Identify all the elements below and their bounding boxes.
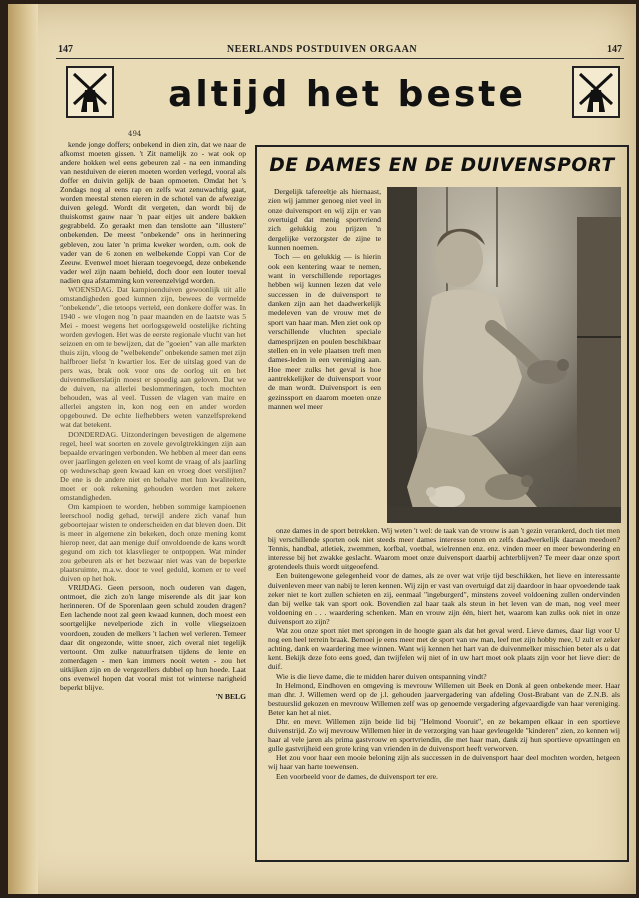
body-paragraph: Dhr. en mevr. Willemen zijn beide lid bij "Helmond Vooruit", en ze bekampen elkaar in een sportieve duivenstrijd. Zo wij mevrouw Willemen hier in de verzorging van haar gevleugelde "kinderen" zien, zo kennen wij haar al vele jaren als prima gastvrouw en sportvriendin, die met haar man, dank zij hun sportieve opvattingen en gulle gastvrijheid een grote kring van vrienden in de duivensport heeft verworven.: [268, 716, 620, 754]
page-spine: [8, 4, 38, 894]
left-paragraph: kende jonge doffers; onbekend in dien zin, dat we naar de afkomst moeten gissen. 't Zit namelijk zo - wat ook op andere hokken wel eens gebeuren zal - na een inmanding van nestduiven de eieren moeten worden verlegd, vooral als doffer en duivin gelijk de baan opmoeten. Omdat het 's Zondags nog al eens rap en zelfs wat zenuwachtig gaat, worden meestal stenen eieren in de schotel van de afwezige duiven gelegd. Wordt dit vergeten, dan wordt bij de thuiskomst gauw naar 'n paar eitjes uit andere bakken gegrabbeld. Zo geraakt men dan tenslotte aan "illustere" onbekenden. De meest "onbekende" ons in herinnering gebleven, zou later 'n prima kweker worden, o.m. ook de vader van de 6 zonen en welbekende Coppi van Cor de Zeeuw. Evenwel moet hieraan toegevoegd, deze onbekende vader wel zijn naam behield, doch door een louter toeval nadien qua afstamming kon vereenzelvigd worden.: [60, 140, 246, 285]
windmill-logo-icon: [66, 66, 114, 118]
header-rule: [56, 58, 624, 59]
article-intro: [268, 187, 381, 525]
newspaper-page: [8, 4, 636, 894]
body-paragraph: Het zou voor haar een mooie beloning zijn als successen in de duivensport haar deel mochten worden, hetgeen wij haar van harte toewensen.: [268, 753, 620, 772]
article-title: DE DAMES EN DE DUIVENSPORT: [269, 155, 615, 176]
headline: altijd het beste: [168, 74, 526, 115]
body-paragraph: Een buitengewone gelegenheid voor de dames, als ze over wat vrije tijd beschikken, het lieve en interessante duivenleven meer van nabij te leren kennen. Wij zijn er vast van overtuigd dat zij daardoor in haar opvoedende taak zeker niet te kort zullen schieten en zij, eenmaal "ingeburgerd", minstens zoveel voldoening zullen ondervinden dan bij welke tak van sport ook. Bovendien zal haar taak als steun in het leven van de man, nog veel meer voldoening en . . . waardering schenken. Man en vrouw zijn één, hiert het, waarom kan zulks ook niet in onze duivensport zo zijn?: [268, 571, 620, 626]
page-number-right: 147: [607, 44, 622, 55]
woman-with-pigeons-photo: [387, 187, 621, 523]
body-paragraph: Wat zou onze sport niet met sprongen in de hoogte gaan als dat het geval werd. Lieve dames, daar ligt voor U nog een heel terrein braak. Bemoei je eens meer met de sport van uw man, leef met zijn hobby mee, U zult er zeker achting, dank en waardering mee winnen. Want wij kennen het hart van de duivenmelker misschien beter als u dat kent. Bekijk deze foto eens goed, dan twijfelen wij niet of in uw hart moet ook plaats zijn voor het lieve dier: de duif.: [268, 626, 620, 672]
left-column: [60, 140, 246, 870]
left-paragraph: VRIJDAG. Geen persoon, noch ouderen van dagen, ontmoet, die zich zo'n lange miserende als dit jaar kon herinneren. Of de Sporenlaan geen schuld zouden dragen? Een lachende noot zal geen kwaad kunnen, doch moest een soortgelijke nevelperiode zich in volle vliegseizoen voordoen, zouden de melkers 't lachen wel verleren. Temeer daar dit ongezonde, witte snoer, zich overal niet tegelijk vertoont. Om zulke natuurfratsen tijdens de lente en zomerdagen - men kan immers nooit weten - zou het uitkijken zijn en de vergezellers dubbel op hun hoede. Laat ons evenwel hopen dat vooral mist tot winterse narigheid beperkt blijve.: [60, 583, 246, 692]
intro-paragraph: Toch — en gelukkig — is hierin ook een kentering waar te nemen, want in verschillende reportages hebben wij kunnen lezen dat vele successen in de duivensport te danken zijn aan het daadwerkelijk medeleven van de vrouw met de sport van haar man. Men ziet ook op verschillende vluchten speciale damesprijzen en poulen beschikbaar stellen en in vele plaatsen treft men dames-leden in een vereniging aan. Hoe meer zulks het geval is hoe aantrekkelijker de duivensport voor de man wordt. Duivensport is een gezinssport en daarom moeten onze mannen wel meer: [268, 252, 381, 411]
body-paragraph: Een voorbeeld voor de dames, de duivensport ter ere.: [276, 771, 438, 781]
small-page-number: 494: [128, 130, 142, 138]
left-paragraph: WOENSDAG. Dat kampioenduiven gewoonlijk uit alle omstandigheden goed kunnen zijn, bewees de vermelde "onbekende", die tetoops verteld, een donkere doffer was. In 1940 - we vlogen nog 'n paar maanden en de laatste was 5 Mei - moest wegens het oorlogsgeweld oostelijke richting worden gevlogen. Het was de eerste regionale vlucht van het seizoen en om te bewijzen, dat de "goeien" van alle markten thuis zijn, vloog de "welbekende" onbekende samen met zijn halfbroer liefst 'n kwartier los. Eer de uitslag goed van de pers was, brak ook voor ons de oorlog uit en het duivenmelkerslatijn moest er spoedig aan geloven. Dat we de duiven, na allerlei beslommeringen, toch mochten behouden, was al veel. Tussen de vlagen van maire en allerlei angsten in, kon nog een en ander worden opgebouwd. De echte liefhebbers weten vanzelfsprekend wat dat betekent.: [60, 284, 246, 430]
article-box: [255, 145, 629, 862]
left-paragraph: DONDERDAG. Uitzonderingen bevestigen de algemene regel, heel wat soorten en zovele gevolgtrekkingen zijn aan bepaalde ervaringen verbonden. We hebben al meer dan eens over jaarlingen gelezen en veel komt de vraag of als jaarling op weduwschap geen kwaad kan en vroeg doet verslijten? De ene is de andere niet en behalve met hun kwaliteiten, moet er ook rekening gehouden worden met zekere omstandigheden.: [60, 429, 246, 502]
page-number-left: 147: [58, 44, 73, 55]
author-signature: 'N BELG: [215, 691, 246, 701]
body-paragraph: Wie is die lieve dame, die te midden harer duiven ontspanning vindt?: [276, 671, 487, 681]
body-paragraph: In Helmond, Eindhoven en omgeving is mevrouw Willemen uit Beek en Donk al geen onbekende meer. Haar man dhr. J. Willemen werd op de j.l. gehouden jaarvergadering van afdeling Oost-Brabant van de Z.N.B. als bestuurslid gekozen en mevrouw Willemen zelf was op genoemde vergadering afgevaardigde van haar vereniging. Beter kan het al niet.: [268, 680, 620, 717]
intro-paragraph: Dergelijk tafereeltje als hiernaast, zien wij jammer genoeg niet veel in onze duivensport en wij zijn er van overtuigd dat menig sportvriend zich gelukkig zou prijzen 'n dergelijke verzorgster de zijne te kunnen noemen.: [268, 187, 381, 253]
journal-title: NEERLANDS POSTDUIVEN ORGAAN: [226, 44, 418, 55]
body-paragraph: onze dames in de sport betrekken. Wij weten 't wel: de taak van de vrouw is aan 't gezin verankerd, doch tiet men bij verschillende sporten ook niet steeds meer dames interesse tonen en zelfs daadwerkelijk daaraan meedoen? Tennis, handbal, atletiek, zwemmen, korfbal, voetbal, wielrennen enz. enz. vinden meer en meer bewondering en interesse bij het zwakke geslacht. Waarom moet onze duivensport daarbij achterblijven? Te meer daar onze sport grotendeels thuis wordt uitgeoefend.: [268, 526, 620, 572]
left-paragraph: Om kampioen te worden, hebben sommige kampioenen leerschool nodig gehad, terwijl andere zich vanaf hun geboortejaar wisten te onderscheiden en dat bleven doen. Dit is meer in algemene zin bekeken, doch onze mening komt hierop neer, dat aan menige duif onvoldoende de kans wordt gegund om zich tot klasvlieger te ontpoppen. Wat minder zou gebeuren als er het bezwaar niet was van de beperkte plaatsruimte, m.a.w. door te veel geduld, komen er te veel duiven op het hok.: [60, 501, 246, 584]
article-body: [268, 526, 620, 860]
windmill-logo-icon: [572, 66, 620, 118]
